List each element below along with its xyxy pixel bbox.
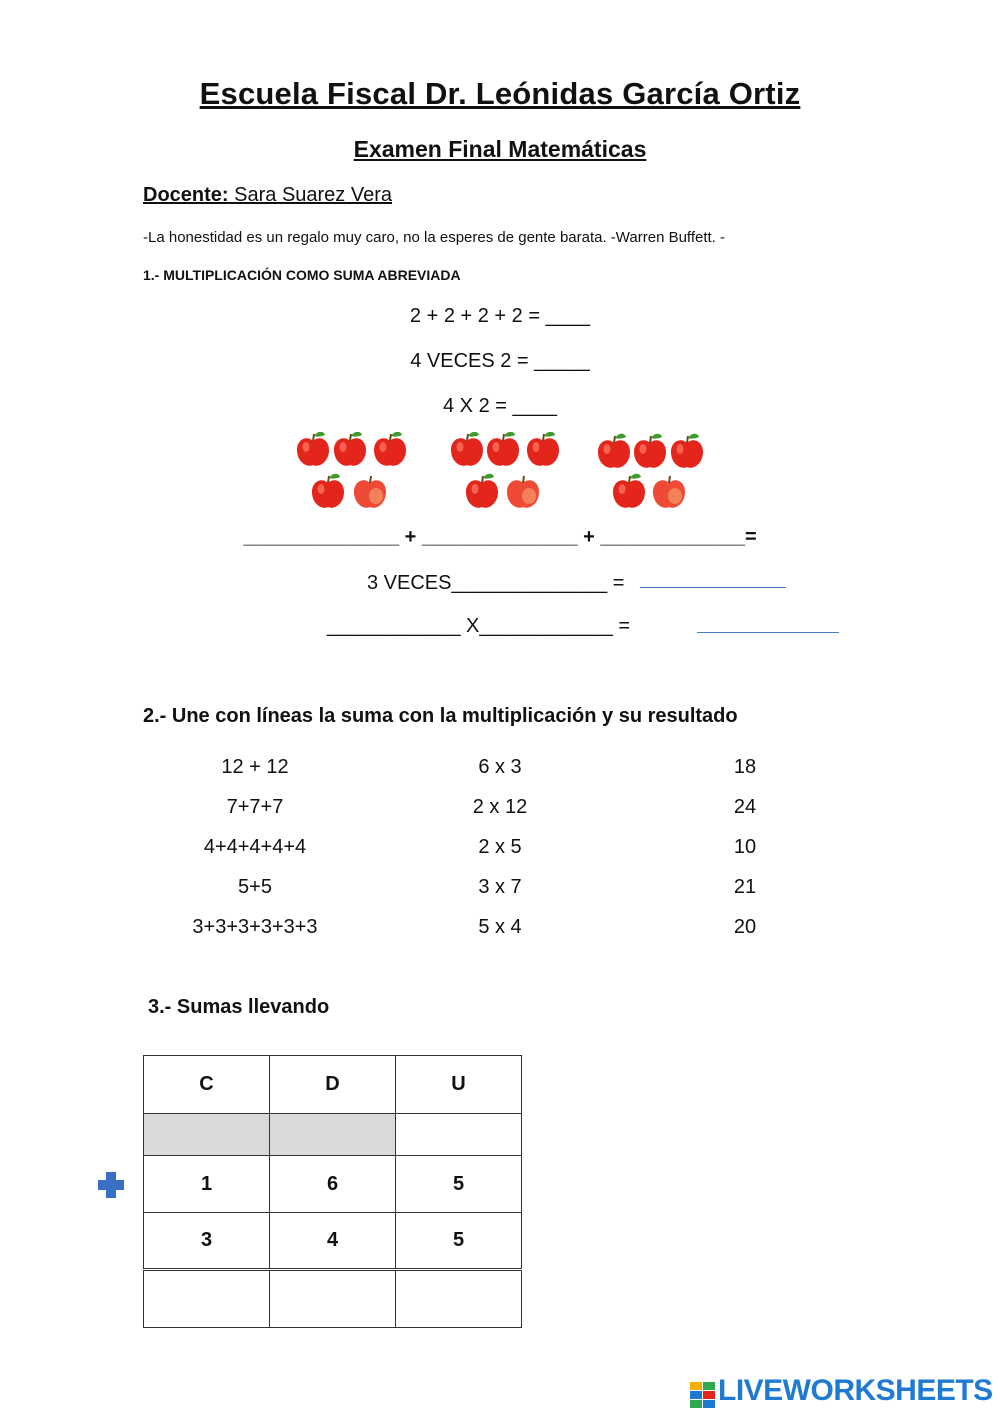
apple-icon	[312, 474, 344, 508]
addend-row-1	[144, 1156, 522, 1213]
result-cell-c[interactable]	[144, 1270, 270, 1328]
veces-result-input[interactable]	[640, 587, 786, 588]
header-decenas: D	[270, 1056, 396, 1114]
apple-group-3	[598, 434, 703, 508]
sum-item[interactable]: 3+3+3+3+3+3	[192, 916, 318, 938]
carry-cell-c[interactable]	[144, 1114, 270, 1156]
section3-title: 3.- Sumas llevando	[148, 996, 330, 1018]
teacher-line	[143, 184, 392, 207]
header-unidades: U	[396, 1056, 522, 1114]
digit-cell: 3	[144, 1213, 270, 1270]
product-item[interactable]: 3 x 7	[478, 876, 522, 898]
equation-product: 4 X 2 = ____	[443, 395, 557, 417]
apple-icon	[634, 434, 666, 468]
liveworksheets-brand: LIVEWORKSHEETS	[718, 1374, 993, 1407]
teacher-name: Sara Suarez Vera	[228, 184, 393, 206]
section2-title: 2.- Une con líneas la suma con la multiplicación y su resultado	[143, 705, 738, 727]
apple-icon	[527, 432, 559, 466]
addend-row-2	[144, 1213, 522, 1270]
mult-result-input[interactable]	[697, 632, 839, 633]
sum-item[interactable]: 7+7+7	[226, 796, 284, 818]
digit-cell: 5	[396, 1213, 522, 1270]
apple-icon	[598, 434, 630, 468]
digit-cell: 1	[144, 1156, 270, 1213]
apple-icon	[451, 432, 483, 466]
apple-icon	[487, 432, 519, 466]
digit-cell: 5	[396, 1156, 522, 1213]
product-item[interactable]: 6 x 3	[478, 756, 522, 778]
apple-icon	[613, 474, 645, 508]
results-column	[695, 747, 795, 947]
apple-icon	[653, 476, 685, 508]
result-cell-d[interactable]	[270, 1270, 396, 1328]
digit-cell: 6	[270, 1156, 396, 1213]
sum-answer-line[interactable]: ______________ + ______________ + _____________=	[243, 526, 757, 548]
result-item[interactable]: 21	[733, 876, 757, 898]
teacher-label: Docente:	[143, 184, 229, 206]
apple-icon	[671, 434, 703, 468]
digit-cell: 4	[270, 1213, 396, 1270]
apple-groups	[0, 432, 1000, 517]
sum-item[interactable]: 4+4+4+4+4	[203, 836, 307, 858]
liveworksheets-logo-icon	[690, 1382, 716, 1410]
result-cell-u[interactable]	[396, 1270, 522, 1328]
sums-column	[155, 747, 355, 947]
addition-table	[143, 1055, 522, 1328]
carry-cell-u[interactable]	[396, 1114, 522, 1156]
exam-title: Examen Final Matemáticas	[353, 136, 647, 162]
product-item[interactable]: 2 x 5	[478, 836, 522, 858]
carry-row	[144, 1114, 522, 1156]
apple-icon	[297, 432, 329, 466]
header-row	[144, 1056, 522, 1114]
apple-icon	[374, 432, 406, 466]
sum-item[interactable]: 12 + 12	[221, 756, 289, 778]
apple-icon	[507, 476, 539, 508]
mult-answer-line[interactable]: ____________ X____________ =	[327, 615, 631, 637]
apple-icon	[466, 474, 498, 508]
apple-group-2	[451, 432, 559, 508]
section1-title: 1.- MULTIPLICACIÓN COMO SUMA ABREVIADA	[143, 267, 461, 283]
quote: -La honestidad es un regalo muy caro, no la esperes de gente barata. -Warren Buffett. -	[143, 229, 726, 246]
header-centenas: C	[144, 1056, 270, 1114]
products-column	[420, 747, 580, 947]
school-title: Escuela Fiscal Dr. Leónidas García Ortiz	[199, 76, 801, 111]
equation-sum: 2 + 2 + 2 + 2 = ____	[409, 305, 591, 327]
apple-icon	[334, 432, 366, 466]
liveworksheets-logo	[690, 1374, 993, 1406]
result-item[interactable]: 18	[733, 756, 757, 778]
sum-item[interactable]: 5+5	[238, 876, 272, 898]
result-row	[144, 1270, 522, 1328]
product-item[interactable]: 5 x 4	[478, 916, 522, 938]
apple-icon	[354, 476, 386, 508]
plus-icon	[96, 1170, 126, 1200]
result-item[interactable]: 20	[733, 916, 757, 938]
carry-cell-d[interactable]	[270, 1114, 396, 1156]
apple-group-1	[297, 432, 406, 508]
equation-veces: 4 VECES 2 = _____	[410, 350, 590, 372]
result-item[interactable]: 10	[733, 836, 757, 858]
veces-answer-line[interactable]: 3 VECES______________ =	[367, 572, 625, 594]
product-item[interactable]: 2 x 12	[472, 796, 528, 818]
result-item[interactable]: 24	[733, 796, 757, 818]
